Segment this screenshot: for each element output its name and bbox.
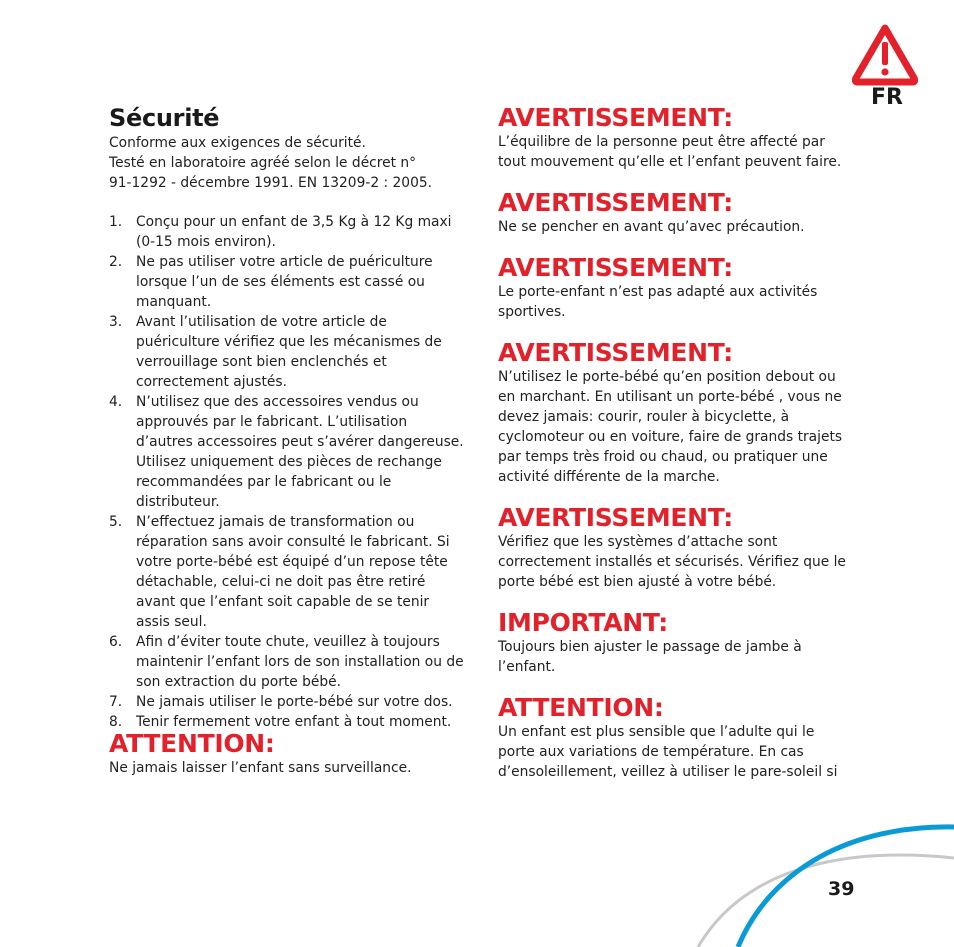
intro-line: 91-1292 - décembre 1991. EN 13209-2 : 2005. [109,175,433,191]
warning-heading: AVERTISSEMENT: [498,188,733,217]
warning-text: Ne se pencher en avant qu’avec précaution. [498,219,805,235]
section-title-securite: Sécurité [109,104,220,132]
warning-text: N’utilisez le porte-bébé qu’en position debout ou en marchant. En utilisant un porte-bébé , vous ne devez jamais: courir, rouler à bicyclette, à cyclomoteur ou en voiture, faire de grands trajets par temps très froid ou chaud, ou pratiquer une activité différente de la marche. [498,369,843,485]
list-item: 4. N’utilisez que des accessoires vendus ou approuvés par le fabricant. L’utilisation d’autres accessoires peut s’avérer dangereuse. Utilisez uniquement des pièces de rechange recommandées par le fabricant ou le distributeur. [109,394,464,510]
page-number: 39 [828,878,855,900]
intro-text [109,133,465,193]
warning-heading: AVERTISSEMENT: [498,253,733,282]
warning-heading: AVERTISSEMENT: [498,103,733,132]
safety-list [109,212,465,732]
attention-text: Un enfant est plus sensible que l’adulte qui le porte aux variations de température. En cas d’ensoleillement, veillez à utiliser le pare-soleil si [498,724,838,780]
warning-text: Vérifiez que les systèmes d’attache sont correctement installés et sécurisés. Vérifiez que le porte bébé est bien ajusté à votre bébé. [498,534,846,590]
attention-text: Ne jamais laisser l’enfant sans surveillance. [109,760,412,776]
attention-heading: ATTENTION: [109,729,275,758]
important-text: Toujours bien ajuster le passage de jambe à l’enfant. [498,639,802,675]
intro-line: Testé en laboratoire agréé selon le décret n° [109,155,417,171]
list-item: 7. Ne jamais utiliser le porte-bébé sur votre dos. [109,694,453,710]
attention-heading: ATTENTION: [498,693,664,722]
list-item: 1. Conçu pour un enfant de 3,5 Kg à 12 Kg maxi (0-15 mois environ). [109,214,452,250]
list-item: 6. Afin d’éviter toute chute, veuillez à toujours maintenir l’enfant lors de son installation ou de son extraction du porte bébé. [109,634,464,690]
intro-line: Conforme aux exigences de sécurité. [109,135,366,151]
list-item: 5. N’effectuez jamais de transformation ou réparation sans avoir consulté le fabricant. Si votre porte-bébé est équipé d’un repose tête détachable, celui-ci ne doit pas être retiré avant que l’enfant soit capable de se tenir assis seul. [109,514,450,630]
warning-heading: AVERTISSEMENT: [498,503,733,532]
corner-swoosh-decoration [680,800,954,947]
list-item: 3. Avant l’utilisation de votre article de puériculture vérifiez que les mécanismes de verrouillage sont bien enclenchés et correctement ajustés. [109,314,442,390]
important-heading: IMPORTANT: [498,608,668,637]
warning-heading: AVERTISSEMENT: [498,338,733,367]
list-item: 2. Ne pas utiliser votre article de puériculture lorsque l’un de ses éléments est cassé ou manquant. [109,254,433,310]
language-code: FR [871,85,903,110]
warning-text: L’équilibre de la personne peut être affecté par tout mouvement qu’elle et l’enfant peuvent faire. [498,134,842,170]
list-item: 8. Tenir fermement votre enfant à tout moment. [109,714,452,730]
warning-text: Le porte-enfant n’est pas adapté aux activités sportives. [498,284,818,320]
